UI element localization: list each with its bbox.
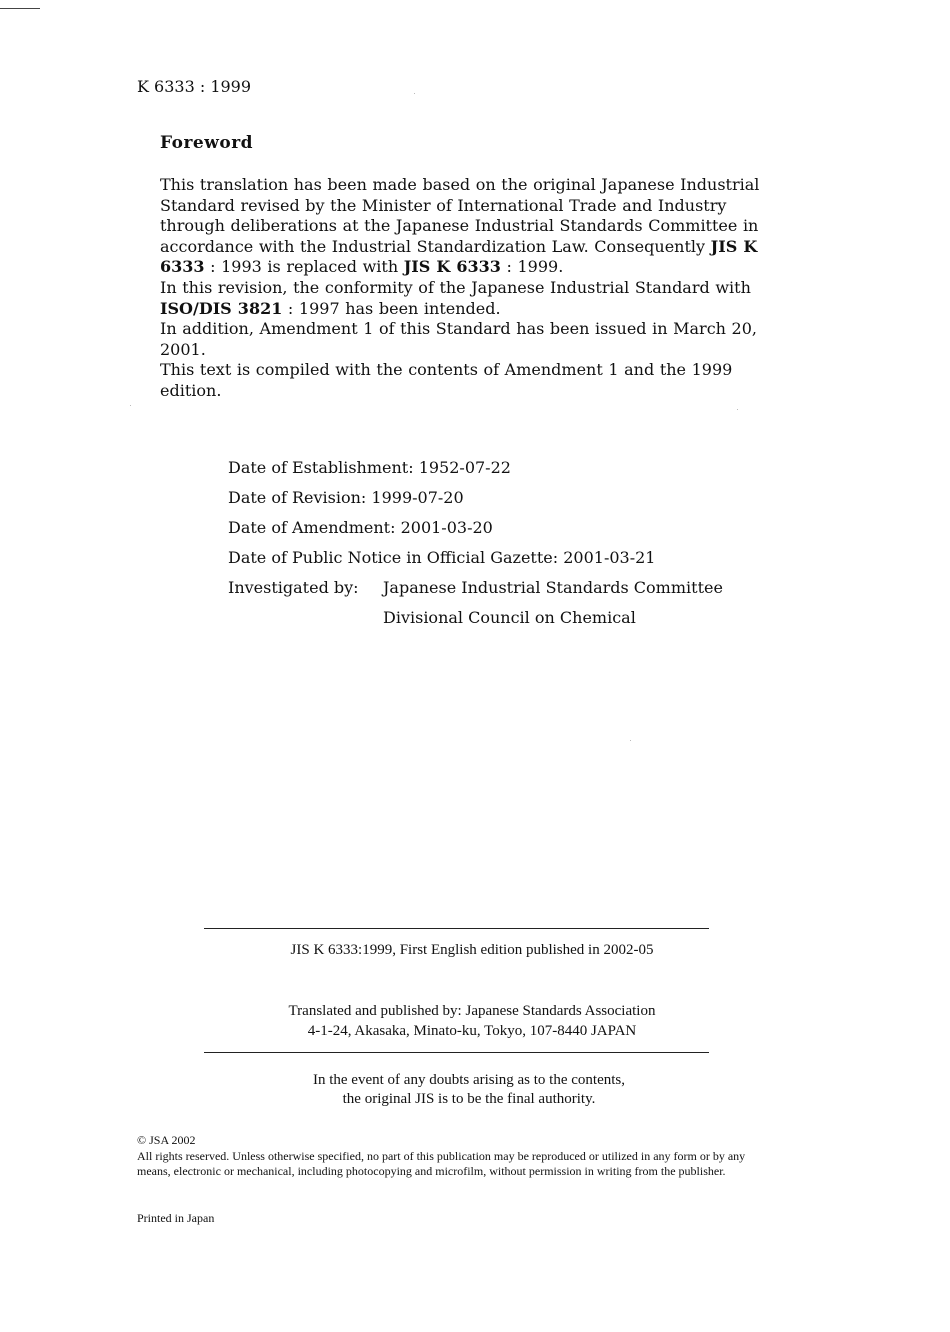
- document-code: K 6333 : 1999: [137, 77, 252, 96]
- investigated-label: Investigated by:: [228, 578, 359, 597]
- scan-speck: [130, 405, 131, 406]
- para2-text-b: : 1997 has been intended.: [282, 298, 501, 318]
- publisher-address: 4-1-24, Akasaka, Minato-ku, Tokyo, 107-8440 JAPAN: [307, 1023, 637, 1039]
- top-rule: [0, 8, 40, 9]
- foreword-paragraph-4: This text is compiled with the contents of Amendment 1 and the 1999 edition.: [160, 360, 733, 400]
- scan-speck: [630, 740, 631, 741]
- doubts-line-2: the original JIS is to be the final authority.: [342, 1091, 596, 1107]
- date-establishment: Date of Establishment: 1952-07-22: [228, 458, 511, 477]
- standard-ref-new: JIS K 6333: [403, 257, 501, 277]
- divider-top: [204, 928, 709, 929]
- publisher-info: [0, 1001, 950, 1041]
- investigated-org-line1: Japanese Industrial Standards Committee: [383, 578, 723, 597]
- divider-bottom: [204, 1052, 709, 1053]
- printed-in: Printed in Japan: [137, 1211, 215, 1225]
- standard-ref-old: JIS K 6333: [160, 236, 758, 277]
- foreword-paragraph-2: [160, 278, 780, 319]
- translated-by: Translated and published by: Japanese Standards Association: [288, 1003, 656, 1019]
- dates-block: [228, 458, 723, 638]
- iso-ref: ISO/DIS 3821: [160, 298, 283, 318]
- para1-text-b: : 1993 is replaced with: [204, 257, 404, 277]
- para1-text-a: This translation has been made based on the original Japanese Industrial Standard revised by the Minister of International Trade and Industry through deliberations at the Japanese Industrial Standards Committee in accordance with the Industrial Standardization Law. Consequently: [160, 175, 760, 256]
- scan-speck: [414, 93, 415, 94]
- investigated-org-line2: Divisional Council on Chemical: [383, 608, 636, 627]
- edition-info: [0, 942, 950, 959]
- para2-text-a: In this revision, the conformity of the Japanese Industrial Standard with: [160, 277, 751, 297]
- rights-statement: All rights reserved. Unless otherwise specified, no part of this publication may be reproduced or utilized in any form or by any means, electronic or mechanical, including photocopying and microfilm, without permission in writing from the publisher.: [137, 1148, 746, 1178]
- foreword-title: Foreword: [160, 133, 254, 153]
- date-amendment: Date of Amendment: 2001-03-20: [228, 518, 493, 537]
- date-public-notice: Date of Public Notice in Official Gazette: 2001-03-21: [228, 548, 656, 567]
- foreword-paragraph-3: In addition, Amendment 1 of this Standard has been issued in March 20, 2001.: [160, 319, 757, 359]
- foreword-body: [160, 175, 780, 402]
- copyright-notice: © JSA 2002: [137, 1133, 196, 1147]
- copyright-block: [137, 1133, 777, 1180]
- investigated-row: [228, 578, 723, 638]
- edition-text: JIS K 6333:1999, First English edition published in 2002-05: [290, 942, 654, 958]
- para1-text-c: : 1999.: [500, 257, 564, 277]
- scan-speck: [737, 409, 738, 410]
- date-revision: Date of Revision: 1999-07-20: [228, 488, 464, 507]
- authority-note: [0, 1071, 950, 1109]
- doubts-line-1: In the event of any doubts arising as to the contents,: [312, 1072, 625, 1088]
- foreword-paragraph-1: [160, 175, 780, 278]
